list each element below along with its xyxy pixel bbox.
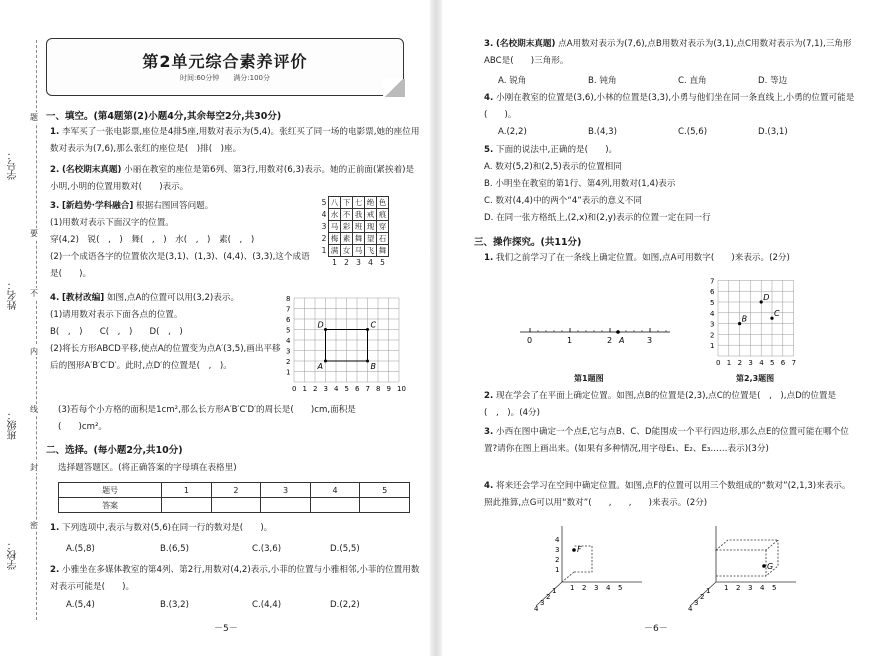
- question-number: 2.: [484, 391, 494, 401]
- question-sub-2: (2)将长方形ABCD平移,使点A的位置变为点A′(3,5),画出平移后的图形A′B′C′D′。此时,点D′的位置是( , )。: [50, 344, 281, 371]
- choice-option: B. 小明坐在教室的第1行、第4列,用数对(1,4)表示: [484, 179, 676, 189]
- explore-question-2: [484, 388, 856, 422]
- x-tick: 4: [760, 584, 765, 592]
- grid-row-number: 1: [321, 246, 327, 255]
- question-text: 下列选项中,表示与数对(5,6)在同一行的数对是( )。: [61, 523, 273, 533]
- x-tick: 5: [772, 584, 777, 592]
- question-sub-1: (1)用数对表示下面汉字的位置。: [50, 218, 174, 228]
- x-tick-label: 1: [726, 359, 732, 367]
- grid-row-number: 2: [321, 234, 327, 243]
- x-tick-label: 7: [791, 359, 797, 367]
- answer-table-header: 4: [310, 483, 360, 498]
- x-tick-label: 2: [737, 359, 743, 367]
- choice-option: B.(4,3): [588, 127, 617, 137]
- choice-question-2: [50, 562, 420, 596]
- choice-question-3: [484, 36, 856, 70]
- cut-word: 题: [30, 113, 38, 122]
- y-tick-label: 7: [286, 305, 291, 314]
- grid-cell: 现: [365, 221, 377, 233]
- y-tick-label: 6: [710, 288, 715, 297]
- x-tick-label: 2: [313, 385, 318, 393]
- question-tag: (名校期末真题): [495, 39, 556, 49]
- tick-label: 3: [647, 336, 653, 345]
- section-fill-heading: 一、填空。(第4题第(2)小题4分,其余每空2分,共30分): [46, 111, 282, 122]
- grid-col-number: 4: [368, 258, 373, 267]
- page-title: 第2单元综合素养评价: [142, 52, 308, 71]
- question-text: 李军买了一张电影票,座位是4排5座,用数对表示为(5,4)。张红买了同一场的电影票,她的座位用数对表示为(7,6),那么张红的座位是( )排( )座。: [50, 127, 420, 154]
- y-tick-label: 8: [286, 295, 291, 303]
- y-tick-label: 1: [286, 368, 291, 377]
- explore-question-1: [484, 250, 856, 267]
- grid-cell: 班: [353, 221, 365, 233]
- cut-line: [36, 40, 37, 620]
- point-a: [324, 360, 327, 363]
- question-number: 5.: [484, 145, 494, 155]
- figure-space-g: [686, 520, 806, 616]
- answer-cell[interactable]: [211, 498, 261, 513]
- answer-table-header: 1: [162, 483, 212, 498]
- x-tick-label: 6: [780, 359, 786, 367]
- grid-cell: 望: [365, 233, 377, 245]
- y-tick-label: 4: [286, 337, 291, 345]
- cut-word: 封: [30, 463, 38, 472]
- figure-1-caption: 第1题图: [574, 374, 604, 383]
- question-number: 3.: [484, 427, 494, 437]
- x-tick: 3: [594, 584, 599, 592]
- grid-cell: 飞: [365, 245, 377, 257]
- x-tick-label: 4: [334, 385, 339, 393]
- question-sub-1-blanks: 穿(4,2) 锐( , ) 舞( , ) 水( , ) 素( , ): [50, 235, 255, 245]
- point-label: B: [741, 314, 748, 324]
- explore-question-4: [484, 478, 856, 512]
- grid-cell: 舞: [377, 245, 389, 257]
- guide-top: [716, 540, 778, 550]
- y-tick: 4: [534, 605, 539, 613]
- x-tick-label: 1: [302, 385, 307, 393]
- right-page: [440, 0, 870, 656]
- grid-cell: 水: [329, 209, 341, 221]
- grid-cell: 彩: [341, 221, 353, 233]
- grid-cell: 痕: [377, 209, 389, 221]
- answer-cell[interactable]: [310, 498, 360, 513]
- section-explore-heading: 三、操作探究。(共11分): [474, 237, 582, 248]
- x-tick: 4: [606, 584, 611, 592]
- choice-option: C.(4,4): [252, 600, 282, 610]
- answer-cell[interactable]: [261, 498, 311, 513]
- choice-question-1: [50, 520, 420, 537]
- question-number: 2.: [50, 565, 60, 575]
- z-tick: 2: [555, 556, 560, 564]
- choice-option: D. 在同一张方格纸上,(2,x)和(2,y)表示的位置一定在同一行: [484, 213, 711, 223]
- explore-question-3: [484, 424, 856, 458]
- point-f: [572, 548, 576, 552]
- question-number: 2.: [50, 165, 60, 175]
- grid-col-number: 5: [380, 258, 385, 267]
- binding-label-id: 学号：: [8, 150, 19, 180]
- grid-cell: 舞: [353, 233, 365, 245]
- x-tick-label: 0: [716, 359, 721, 367]
- y-tick: 2: [700, 593, 705, 601]
- choice-option: A.(5,8): [66, 544, 95, 554]
- y-tick-label: 6: [286, 316, 291, 324]
- binding-label-class: 班级：: [8, 410, 19, 440]
- question-sub-1: (1)请用数对表示下面各点的位置。: [50, 310, 183, 320]
- point-d: [324, 328, 327, 331]
- y-tick: 3: [694, 599, 699, 607]
- grid-row-number: 5: [321, 198, 327, 207]
- cut-word: 要: [30, 229, 38, 238]
- figure-rectangle-grid: [284, 288, 410, 392]
- cut-word: 线: [30, 405, 38, 414]
- page-number-left: －5－: [214, 624, 238, 634]
- title-banner: [46, 38, 404, 96]
- y-tick-label: 7: [710, 277, 715, 286]
- answer-area-note: 选择题答题区。(将正确答案的字母填在表格里): [58, 463, 237, 473]
- binding-strip: [0, 40, 44, 620]
- choice-option: D.(2,2): [330, 600, 360, 610]
- question-text: 将来还会学习在空间中确定位置。如图,点F的位置可以用三个数组成的“数对”(2,1,3)来表示。照此推算,点G可以用“数对”( , , )来表示。(2分): [484, 481, 851, 508]
- grid-cell: 色: [377, 197, 389, 209]
- grid-cell: 戒: [365, 209, 377, 221]
- y-tick-label: 5: [710, 299, 715, 307]
- binding-label-name: 姓名：: [8, 280, 19, 310]
- point-label: B: [370, 362, 376, 371]
- y-tick-label: 2: [710, 331, 715, 340]
- cut-word: 内: [30, 347, 38, 356]
- choice-option: B.(3,2): [160, 600, 189, 610]
- choice-option: A.(5,4): [66, 600, 95, 610]
- cut-word: 不: [30, 289, 38, 298]
- y-tick-label: 3: [286, 347, 291, 356]
- grid-cell: 我: [353, 209, 365, 221]
- grid-cell: 绝: [365, 197, 377, 209]
- y-tick-label: 5: [286, 326, 291, 335]
- grid-col-number: 3: [356, 258, 361, 267]
- z-tick: 4: [555, 536, 560, 544]
- choice-option: D.(5,5): [330, 544, 360, 554]
- grid-cell: 马: [353, 245, 365, 257]
- grid-cell: 八: [329, 197, 341, 209]
- point-a: [616, 330, 620, 334]
- question-text: 如图,点A的位置可以用(3,2)表示。: [106, 293, 240, 303]
- guide-line: [562, 572, 574, 582]
- x-tick-label: 3: [323, 385, 328, 393]
- answer-cell[interactable]: [162, 498, 212, 513]
- y-tick: 4: [688, 605, 693, 613]
- question-text: 下面的说法中,正确的是( )。: [495, 145, 618, 155]
- figure-points-grid: [708, 268, 800, 368]
- question-text: 根据右图回答问题。: [136, 201, 214, 211]
- y-tick-label: 4: [710, 309, 715, 318]
- point-a-label: A: [619, 336, 625, 345]
- answer-table-header: 2: [211, 483, 261, 498]
- question-number: 4.: [484, 93, 494, 103]
- x-tick-label: 4: [759, 359, 764, 367]
- figure-number-line: [520, 322, 680, 348]
- section-choice-heading: 二、选择。(每小题2分,共10分): [46, 445, 183, 456]
- grid-col-number: 2: [344, 258, 349, 267]
- z-tick: 1: [555, 566, 560, 574]
- answer-table-header: 5: [360, 483, 410, 498]
- x-tick: 5: [618, 584, 623, 592]
- question-text: 我们之前学习了在一条线上确定位置。如图,点A可用数字( )来表示。(2分): [495, 253, 790, 263]
- x-tick: 1: [570, 584, 575, 592]
- tick-label: 1: [567, 336, 573, 345]
- choice-option: D. 等边: [758, 76, 788, 86]
- answer-cell[interactable]: [360, 498, 410, 513]
- x-tick-label: 10: [397, 385, 406, 393]
- choice-option: A. 数对(5,2)和(2,5)表示的位置相同: [484, 162, 622, 172]
- x-tick-label: 0: [292, 385, 297, 393]
- question-text: 小刚在教室的位置是(3,6),小林的位置是(3,3),小勇与他们坐在同一条直线上,小勇的位置可能是( )。: [484, 93, 855, 120]
- point-label: D: [317, 320, 324, 330]
- answer-table-row-label: 答案: [59, 498, 162, 513]
- question-number: 4.: [484, 481, 494, 491]
- grid-cell: 女: [341, 245, 353, 257]
- question-tag: [教材改编]: [61, 293, 105, 303]
- question-text: 小雅坐在多媒体教室的第4列、第2行,用数对(4,2)表示,小菲的位置与小雅相邻,小菲的位置用数对表示可能是( )。: [50, 565, 420, 592]
- answer-table: [58, 482, 410, 513]
- x-tick-label: 5: [770, 359, 775, 367]
- choice-question-4: [484, 90, 856, 124]
- point-label: D: [763, 293, 770, 302]
- grid-cell: 下: [341, 197, 353, 209]
- point-label: A: [317, 362, 323, 371]
- tick-label: 2: [607, 336, 613, 345]
- question-number: 3.: [50, 201, 60, 211]
- figure-23-caption: 第2,3题图: [736, 374, 775, 383]
- y-tick-label: 2: [286, 358, 291, 366]
- y-tick: 3: [540, 599, 545, 607]
- x-tick-label: 7: [365, 385, 370, 393]
- question-text: 小西在图中确定一个点E,它与点B、C、D能围成一个平行四边形,那么点E的位置可能在哪个位置?请你在图上画出来。(如果有多种情况,用字母E₁、E₂、E₃……表示)(3分): [484, 427, 849, 454]
- grid-cell: 满: [329, 245, 341, 257]
- question-number: 3.: [484, 39, 494, 49]
- question-text: 点A用数对表示为(7,6),点B用数对表示为(3,1),点C用数对表示为(7,1),三角形ABC是( )三角形。: [484, 39, 852, 66]
- point-g-label: G: [767, 562, 774, 571]
- point-b: [366, 360, 369, 363]
- question-1: [50, 124, 420, 158]
- tick-label: 0: [527, 336, 533, 345]
- x-tick-label: 8: [376, 385, 381, 393]
- point-c: [366, 328, 369, 331]
- choice-option: C. 直角: [678, 76, 707, 86]
- choice-option: B. 钝角: [588, 76, 617, 86]
- question-tag: (名校期末真题): [61, 165, 122, 175]
- choice-question-5: [484, 142, 856, 227]
- question-sub-2: (2)一个成语各字的位置依次是(3,1)、(1,3)、(4,4)、(3,3),这个成语是( )。: [50, 252, 310, 279]
- choice-option: B.(6,5): [160, 544, 189, 554]
- answer-table-header: 3: [261, 483, 311, 498]
- figure-space-f: [532, 520, 652, 616]
- grid-cell: 马: [329, 221, 341, 233]
- choice-option: A. 锐角: [498, 76, 527, 86]
- grid-cell: 七: [353, 197, 365, 209]
- x-tick-label: 9: [386, 385, 391, 393]
- x-tick-label: 3: [748, 359, 753, 367]
- answer-table-header: 题号: [59, 483, 162, 498]
- y-tick-label: 1: [710, 342, 715, 351]
- point-label: C: [774, 309, 780, 319]
- grid-col-number: 1: [332, 258, 337, 267]
- grid-cell: 不: [341, 209, 353, 221]
- question-tag: [新趋势·学科融合]: [61, 201, 134, 211]
- y-tick: 1: [552, 587, 557, 595]
- question-text: 现在学会了在平面上确定位置。如图,点B的位置是(2,3),点C的位置是( , ),点D的位置是( , )。(4分): [484, 391, 837, 418]
- x-tick: 2: [582, 584, 587, 592]
- grid-row-number: 3: [321, 222, 327, 231]
- grid-cell: 穿: [377, 221, 389, 233]
- left-page: [0, 0, 432, 656]
- y-tick: 2: [546, 593, 551, 601]
- question-number: 4.: [50, 293, 60, 303]
- choice-option: D.(3,1): [758, 127, 788, 137]
- question-4-sub-3: (3)若每个小方格的面积是1cm²,那么长方形A′B′C′D′的周长是( )cm,面积是( )cm²。: [58, 405, 356, 432]
- question-sub-1-blanks: B( , ) C( , ) D( , ): [50, 327, 183, 337]
- hanzi-grid: [320, 196, 389, 268]
- page-curl-decoration: [383, 79, 405, 97]
- x-tick: 3: [748, 584, 753, 592]
- point-f-label: F: [577, 545, 582, 554]
- question-number: 1.: [484, 253, 494, 263]
- cut-word: 密: [30, 521, 38, 530]
- choice-option: C.(5,6): [678, 127, 708, 137]
- x-tick-label: 5: [344, 385, 349, 393]
- question-2: [50, 162, 420, 196]
- point-label: C: [370, 320, 377, 330]
- choice-option: C. 数对(4,4)中的两个“4”表示的意义不同: [484, 196, 642, 206]
- x-tick-label: 6: [355, 385, 360, 393]
- x-tick: 1: [724, 584, 729, 592]
- page-number-right: －6－: [644, 624, 668, 634]
- choice-option: C.(3,6): [252, 544, 282, 554]
- question-number: 1.: [50, 127, 60, 137]
- question-4: [50, 290, 291, 377]
- question-text: 小丽在教室的座位是第6列、第3行,用数对(6,3)表示。她的正前面(紧挨着)是小明,小明的位置用数对( )表示。: [50, 165, 415, 192]
- grid-cell: 梅: [329, 233, 341, 245]
- exam-meta: 时间:60分钟 满分:100分: [180, 74, 270, 82]
- y-tick: 1: [706, 587, 711, 595]
- grid-cell: 石: [377, 233, 389, 245]
- grid-cell: 素: [341, 233, 353, 245]
- point-g: [762, 564, 766, 568]
- binding-label-school: 学校：: [8, 540, 19, 570]
- grid-row-number: 4: [321, 210, 327, 219]
- y-tick-label: 3: [710, 320, 715, 329]
- question-number: 1.: [50, 523, 60, 533]
- x-tick: 2: [736, 584, 741, 592]
- z-tick: 3: [555, 546, 560, 554]
- question-3: [50, 198, 318, 283]
- choice-option: A.(2,2): [498, 127, 527, 137]
